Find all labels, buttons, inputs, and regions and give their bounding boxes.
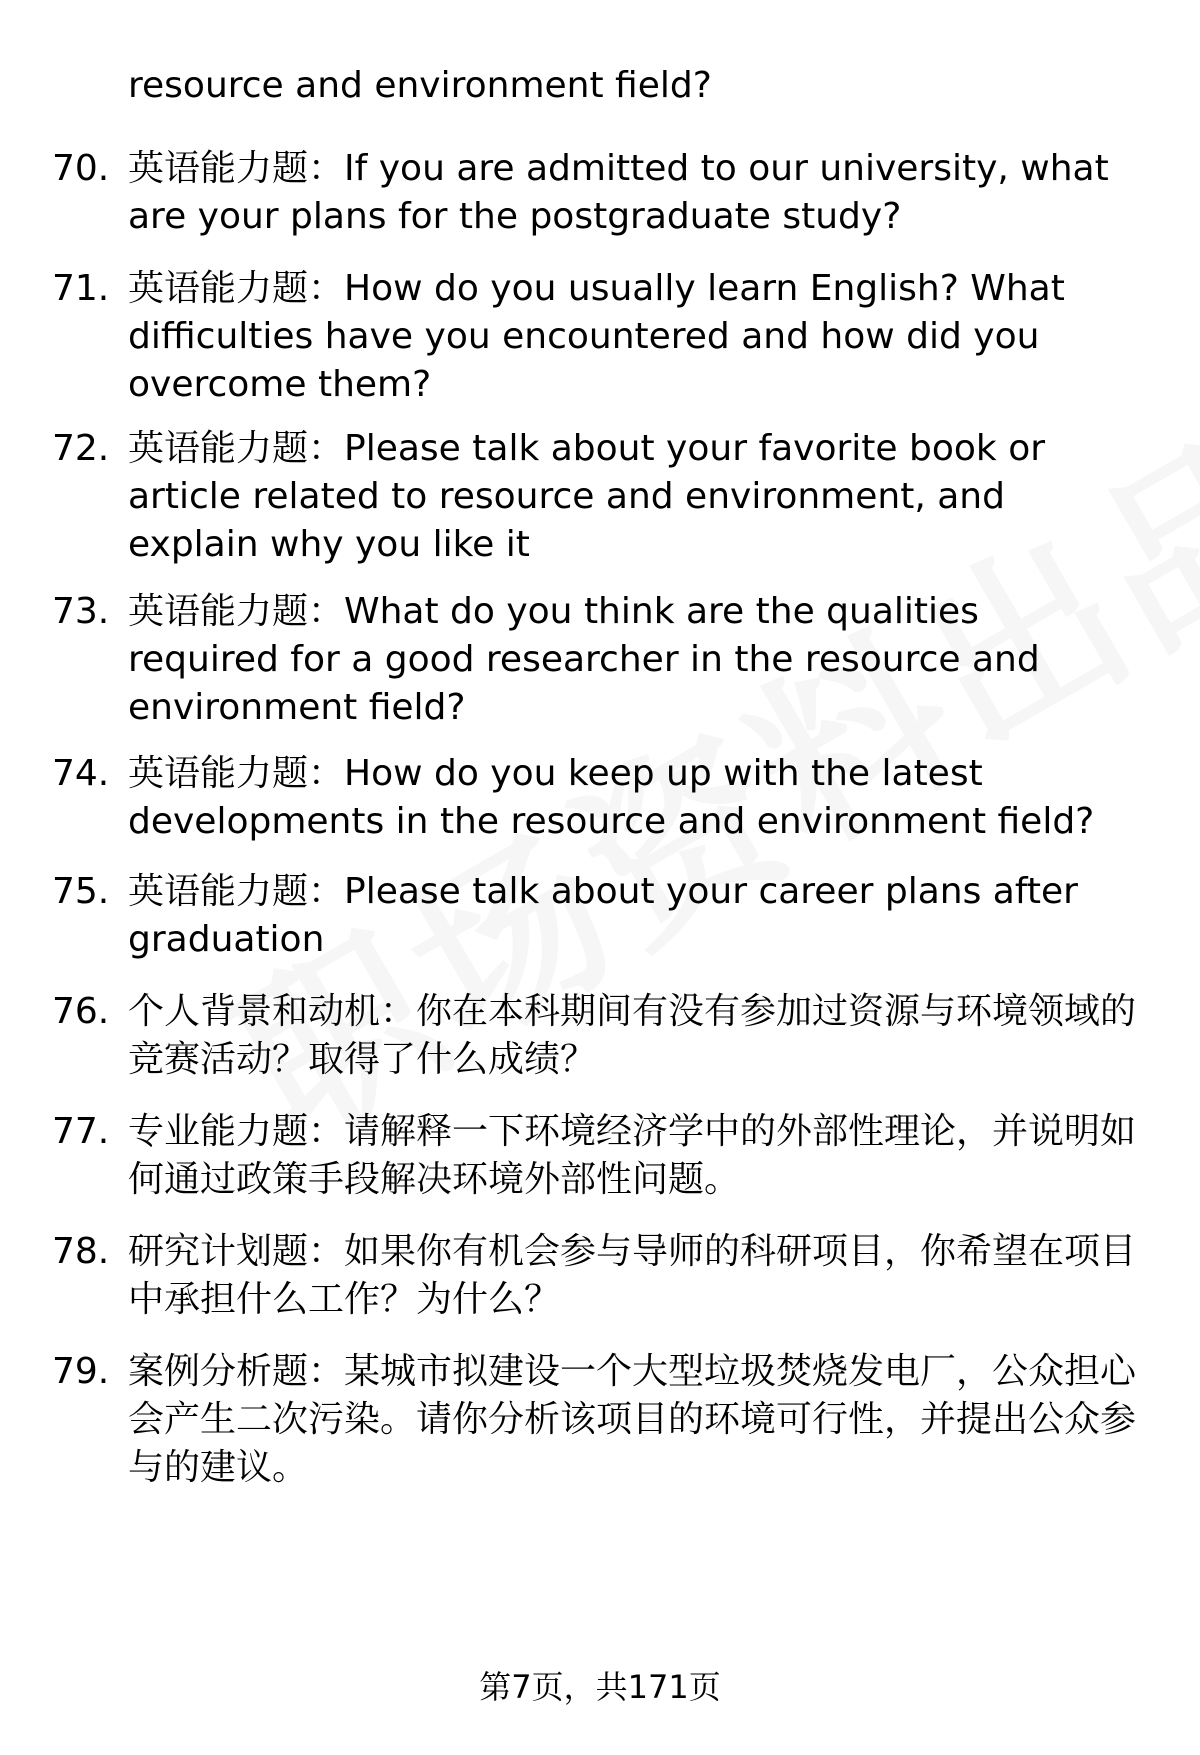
continuation-text: resource and environment field?	[128, 65, 712, 106]
question-number: 70.	[52, 148, 110, 189]
question-number: 72.	[52, 428, 110, 469]
question-number: 76.	[52, 991, 110, 1032]
question-number: 71.	[52, 268, 110, 309]
question-text: 英语能力题：What do you think are the qualities required for a good researcher in the resource and environment field?	[128, 591, 1040, 728]
question-text: 案例分析题：某城市拟建设一个大型垃圾焚烧发电厂，公众担心会产生二次污染。请你分析该项目的环境可行性，并提出公众参与的建议。	[128, 1351, 1137, 1488]
question-text: 英语能力题：Please talk about your career plans after graduation	[128, 871, 1078, 960]
question-number: 74.	[52, 753, 110, 794]
question-number: 73.	[52, 591, 110, 632]
question-number: 77.	[52, 1111, 110, 1152]
question-number: 75.	[52, 871, 110, 912]
question-text: 英语能力题：How do you keep up with the latest developments in the resource and environment field?	[128, 753, 1095, 842]
question-text: 英语能力题：If you are admitted to our university, what are your plans for the postgraduate study?	[128, 148, 1109, 237]
page-footer: 第7页，共171页	[479, 1668, 721, 1706]
question-text: 英语能力题：Please talk about your favorite book or article related to resource and environment, and explain why you like it	[128, 428, 1046, 565]
question-text: 英语能力题：How do you usually learn English? What difficulties have you encountered and how did you overcome them?	[128, 268, 1065, 405]
question-text: 研究计划题：如果你有机会参与导师的科研项目，你希望在项目中承担什么工作？为什么？	[128, 1231, 1137, 1320]
question-text: 个人背景和动机：你在本科期间有没有参加过资源与环境领域的竞赛活动？取得了什么成绩？	[128, 991, 1137, 1080]
question-text: 专业能力题：请解释一下环境经济学中的外部性理论，并说明如何通过政策手段解决环境外部性问题。	[128, 1111, 1137, 1200]
question-number: 79.	[52, 1351, 110, 1392]
question-number: 78.	[52, 1231, 110, 1272]
